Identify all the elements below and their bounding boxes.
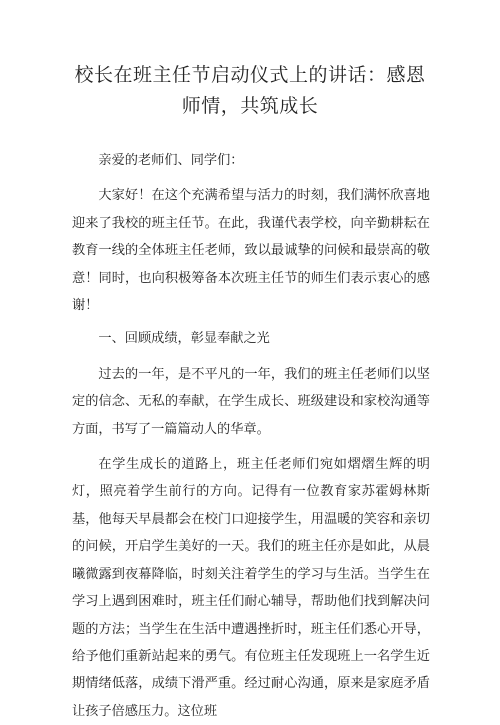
document-body [72,147,430,725]
paragraph-greeting: 大家好！在这个充满希望与活力的时刻，我们满怀欣喜地迎来了我校的班主任节。在此，我谨代表学校，向辛勤耕耘在教育一线的全体班主任老师，致以最诚挚的问候和最崇高的敬意！同时，也向积极筹备本次班主任节的师生们表示衷心的感谢！ [72,188,430,314]
salutation: 亲爱的老师们、同学们： [98,153,244,168]
paragraph-student-growth: 在学生成长的道路上，班主任老师们宛如熠熠生辉的明灯，照亮着学生前行的方向。记得有一位教育家苏霍姆林斯基，他每天早晨都会在校门口迎接学生，用温暖的笑容和亲切的问候，开启学生美好的一天。我们的班主任亦是如此，从晨曦微露到夜幕降临，时刻关注着学生的学习与生活。当学生在学习上遇到困难时，班主任们耐心辅导，帮助他们找到解决问题的方法；当学生在生活中遭遇挫折时，班主任们悉心开导，给予他们重新站起来的勇气。有位班主任发现班上一名学生近期情绪低落，成绩下滑严重。经过耐心沟通，原来是家庭矛盾让孩子倍感压力。这位班 [72,457,430,719]
document-title: 校长在班主任节启动仪式上的讲话：感恩师情，共筑成长 [74,64,426,117]
paragraph-review: 过去的一年，是不平凡的一年，我们的班主任老师们以坚定的信念、无私的奉献，在学生成长、班级建设和家校沟通等方面，书写了一篇篇动人的华章。 [72,366,430,437]
section-heading: 一、回顾成绩，彰显奉献之光 [98,331,270,347]
